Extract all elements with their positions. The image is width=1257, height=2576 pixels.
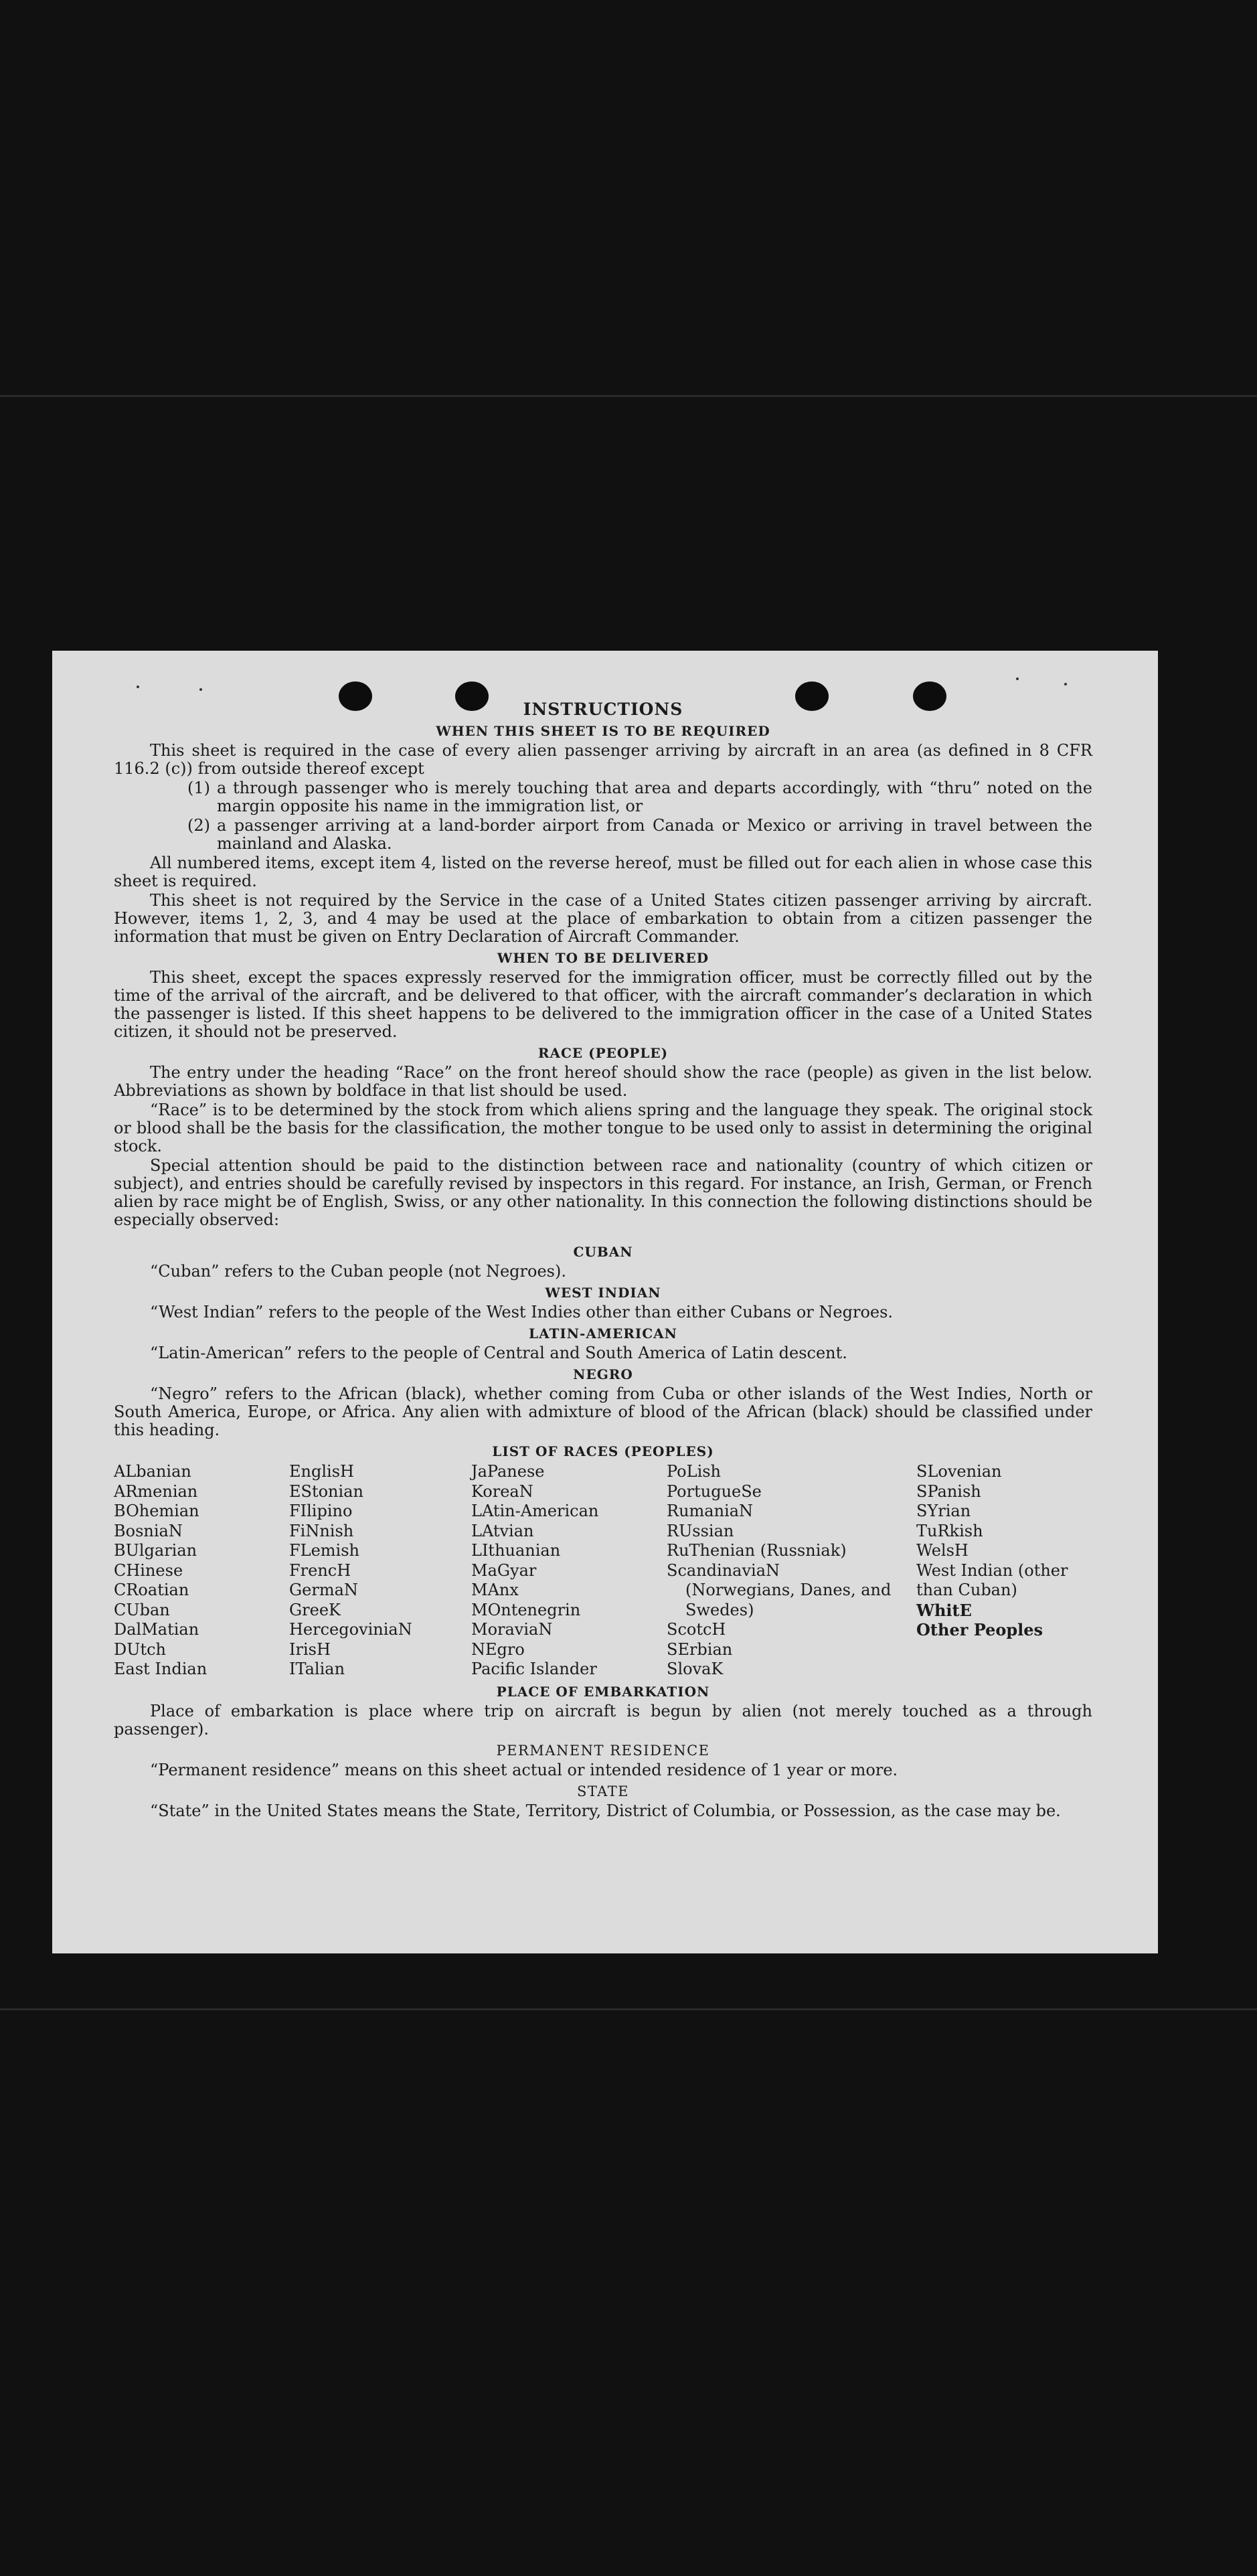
race-entry: DalMatian (114, 1620, 199, 1639)
race-entry: RUssian (667, 1521, 734, 1540)
paragraph: Place of embarkation is place where trip on aircraft is begun by alien (not merely touched as a through passenger). (114, 1701, 1092, 1739)
race-entry: EnglisH (289, 1462, 354, 1481)
race-entry: East Indian (114, 1660, 207, 1678)
race-entry: WhitE (916, 1600, 972, 1620)
heading-state: STATE (576, 1783, 630, 1799)
speck (1016, 677, 1019, 680)
race-entry: SlovaK (667, 1660, 724, 1678)
race-entry: JaPanese (471, 1462, 545, 1481)
document-title: INSTRUCTIONS (523, 700, 683, 719)
race-entry: GermaN (289, 1581, 358, 1599)
list-number: (2) (187, 816, 210, 835)
heading-residence: PERMANENT RESIDENCE (496, 1742, 710, 1759)
paragraph: “West Indian” refers to the people of the West Indies other than either Cubans or Negroes. (150, 1303, 894, 1321)
punch-hole (339, 681, 372, 711)
paragraph: Special attention should be paid to the distinction between race and nationality (country of which citizen or subject), and entries should be carefully revised by inspectors in this regard. For instance, an Irish, German, or French alien by race might be of English, Swiss, or any other nationality. In this connection the following distinctions should be especially observed: (114, 1156, 1092, 1229)
race-entry: BUlgarian (114, 1541, 197, 1560)
heading-when-delivered: WHEN TO BE DELIVERED (497, 950, 709, 966)
paragraph: “State” in the United States means the State, Territory, District of Columbia, or Possession, as the case may be. (150, 1801, 1061, 1820)
punch-hole (913, 681, 946, 711)
race-entry: CRoatian (114, 1581, 189, 1599)
race-entry: KoreaN (471, 1481, 533, 1501)
paragraph: “Negro” refers to the African (black), whether coming from Cuba or other islands of the West Indies, North or South America, Europe, or Africa. Any alien with admixture of blood of the African (black) should be classified under this heading. (114, 1384, 1092, 1439)
race-entry: ALbanian (114, 1462, 191, 1481)
speck (199, 688, 202, 691)
race-entry: SLovenian (916, 1462, 1002, 1481)
heading-embarkation: PLACE OF EMBARKATION (496, 1683, 710, 1700)
race-entry: CHinese (114, 1560, 183, 1580)
heading-race: RACE (PEOPLE) (537, 1045, 669, 1061)
race-entry: PoLish (667, 1462, 722, 1481)
heading-negro: NEGRO (573, 1366, 633, 1382)
races-column (289, 1462, 471, 1680)
race-entry: SYrian (916, 1502, 971, 1520)
race-entry: PortugueSe (667, 1481, 762, 1501)
list-text: a passenger arriving at a land-border airport from Canada or Mexico or arriving in travel between the mainland and Alaska. (217, 816, 1092, 853)
paragraph: “Permanent residence” means on this sheet actual or intended residence of 1 year or more. (150, 1760, 898, 1779)
race-entry: BOhemian (114, 1502, 199, 1520)
background-line-bottom (0, 2008, 1257, 2010)
race-entry: FrencH (289, 1560, 351, 1580)
heading-west-indian: WEST INDIAN (545, 1285, 661, 1301)
paragraph: This sheet is required in the case of every alien passenger arriving by aircraft in an area (as defined in 8 CFR 116.2 (c)) from outside thereof except (114, 741, 1092, 778)
spacer (114, 1230, 1092, 1240)
races-column (471, 1462, 667, 1680)
heading-latin-american: LATIN-AMERICAN (529, 1325, 677, 1342)
paragraph: “Latin-American” refers to the people of Central and South America of Latin descent. (150, 1344, 847, 1362)
paragraph: This sheet is not required by the Service in the case of a United States citizen passenger arriving by aircraft. However, items 1, 2, 3, and 4 may be used at the place of embarkation to obtain from a citizen passenger the information that must be given on Entry Declaration of Aircraft Commander. (114, 891, 1092, 946)
race-entry: MAnx (471, 1581, 519, 1599)
paragraph: The entry under the heading “Race” on the front hereof should show the race (people) as given in the list below. Abbreviations as shown by boldface in that list should be used. (114, 1063, 1092, 1100)
race-entry: LAtvian (471, 1521, 534, 1540)
race-entry: ITalian (289, 1660, 345, 1678)
race-entry: MoraviaN (471, 1620, 553, 1639)
race-entry: MaGyar (471, 1560, 537, 1580)
race-entry: SErbian (667, 1639, 733, 1659)
paragraph: This sheet, except the spaces expressly reserved for the immigration officer, must be correctly filled out by the time of the arrival of the aircraft, and be delivered to that officer, with the aircraft commander’s declaration in which the passenger is listed. If this sheet happens to be delivered to the immigration officer in the case of a United States citizen, it should not be preserved. (114, 968, 1092, 1041)
list-text: a through passenger who is merely touching that area and departs accordingly, with “thru” noted on the margin opposite his name in the immigration list, or (217, 779, 1092, 815)
race-entry: FIlipino (289, 1502, 353, 1520)
race-entry: NEgro (471, 1639, 525, 1659)
race-entry: WelsH (916, 1541, 969, 1560)
race-entry: RuThenian (Russniak) (667, 1541, 847, 1560)
race-entry: Other Peoples (916, 1620, 1043, 1639)
race-entry: LIthuanian (471, 1541, 561, 1560)
race-entry: EStonian (289, 1481, 363, 1501)
race-entry: RumaniaN (667, 1502, 754, 1520)
race-entry: GreeK (289, 1600, 341, 1619)
race-entry: FiNnish (289, 1521, 354, 1540)
race-entry: DUtch (114, 1639, 167, 1659)
paragraph: “Cuban” refers to the Cuban people (not Negroes). (150, 1262, 566, 1281)
race-entry: Pacific Islander (471, 1660, 597, 1678)
race-entry: HercegoviniaN (289, 1620, 412, 1639)
race-entry: IrisH (289, 1639, 331, 1659)
punch-hole (795, 681, 829, 711)
paragraph: “Race” is to be determined by the stock from which aliens spring and the language they speak. The original stock or blood shall be the basis for the classification, the mother tongue to be used only to assist in determining the original stock. (114, 1101, 1092, 1155)
races-column (667, 1462, 916, 1680)
race-entry: LAtin-American (471, 1502, 599, 1520)
race-entry: SPanish (916, 1481, 981, 1501)
heading-list-of-races: LIST OF RACES (PEOPLES) (492, 1443, 714, 1459)
background-line-top (0, 395, 1257, 397)
races-column (114, 1462, 289, 1680)
instruction-sheet (52, 651, 1158, 1953)
race-entry: TuRkish (916, 1521, 983, 1540)
heading-cuban: CUBAN (573, 1244, 633, 1260)
heading-when-required: WHEN THIS SHEET IS TO BE REQUIRED (436, 723, 770, 739)
race-entry: ARmenian (114, 1481, 198, 1501)
race-entry: BosniaN (114, 1521, 183, 1540)
race-entry: FLemish (289, 1541, 359, 1560)
speck (137, 686, 139, 688)
list-item (114, 817, 1092, 853)
race-entry: ScandinaviaN (Norwegians, Danes, and Swedes) (667, 1560, 892, 1619)
race-entry: ScotcH (667, 1620, 726, 1639)
race-entry: West Indian (other than Cuban) (916, 1560, 1068, 1599)
race-entry: MOntenegrin (471, 1600, 581, 1619)
speck (1064, 683, 1067, 686)
races-table (114, 1462, 1092, 1680)
paragraph: All numbered items, except item 4, listed on the reverse hereof, must be filled out for each alien in whose case this sheet is required. (114, 854, 1092, 890)
list-item (114, 779, 1092, 815)
list-number: (1) (187, 779, 210, 797)
punch-hole (455, 681, 489, 711)
race-entry: CUban (114, 1600, 170, 1619)
races-column (916, 1462, 1090, 1680)
